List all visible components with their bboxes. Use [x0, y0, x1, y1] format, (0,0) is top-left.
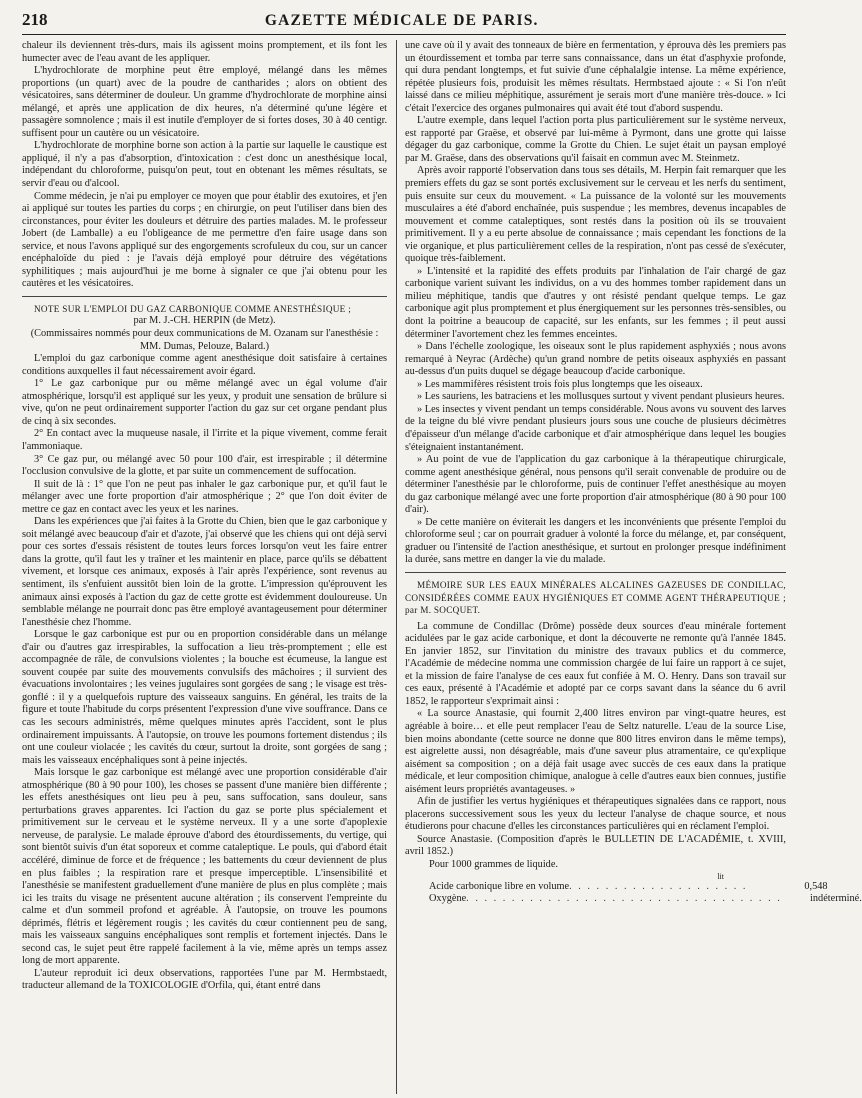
paragraph: Dans les expériences que j'ai faites à la Grotte du Chien, bien que le gaz carbonique y soit mélangé avec beaucoup d'air et d'azote, j'ai observé que les chiens qui ont déjà servi pour ces sortes d'essais résistent de toutes leurs forces lorsqu'on veut les faire entrer dans la grotte, qu'il faut les y traîner et les maintenir en place, parce qu'ils se débattent vivement, et lorsque ces animaux, exposés à l'air après l'expérience, sont revenus au sentiment, ils s'enfuient aussitôt bien loin de la grotte. L'impression qu'éprouvent les animaux ainsi exposés à l'action du gaz de cette grotte est évidemment douloureuse. Un semblable mélange ne pourrait donc pas être employé avantageusement pour déterminer l'anesthésie chez l'homme. — [22, 516, 388, 628]
paragraph: 3° Ce gaz pur, ou mélangé avec 50 pour 100 d'air, est irrespirable ; il détermine l'occlusion convulsive de la glotte, et par suite un commencement de suffocation. — [22, 453, 388, 478]
paragraph: L'autre exemple, dans lequel l'action porta plus particulièrement sur le système nerveux, est rapporté par Graëse, et observé par lui-même à Pyrmont, dans une grotte qui laisse dégager du gaz carbonique, comme la Grotte du Chien. Le sujet était un paysan employé par M. Graëse, dans des observations qu'il faisait en commun avec M. Steinmetz. — [405, 115, 786, 164]
paragraph: L'auteur reproduit ici deux observations, rapportées l'une par M. Hermbstaedt, traducteur allemand de la TOXICOLOGIE d'Orfila, qui, étant entré dans — [22, 967, 388, 992]
paragraph: Lorsque le gaz carbonique est pur ou en proportion considérable dans un mélange d'air ou d'autres gaz irrespirables, la suffocation a lieu très-promptement ; elle est accompagnée de râle, de convulsions violentes ; la bouche est écumeuse, la langue est souvent coupée par suite des mouvements convulsifs des mâchoires ; il survient des évacuations involontaires ; les veines jugulaires sont gorgées de sang ; le visage est très-gonflé : il y a quelquefois rupture des vaisseaux sanguins. En général, les traits de la figure et toute l'habitude du corps présentent l'expression d'une vive souffrance. Dans ce cas les secours administrés, même quelques minutes après l'accident, sont le plus ordinairement impuissants. À l'autopsie, on trouve les poumons fortement distendus ; ils ont une couleur violacée ; les cavités du cœur, surtout la droite, sont gorgées de sang ; mais les vaisseaux encéphaliques sont à peine injectés. — [22, 629, 388, 766]
article-title: NOTE SUR L'EMPLOI DU GAZ CARBONIQUE COMME ANESTHÉSIQUE ; — [34, 303, 352, 314]
paragraph: Comme médecin, je n'ai pu employer ce moyen que pour établir des exutoires, et j'en ai appliqué sur toutes les parties du corps ; en chirurgie, on peut l'utiliser dans bien des circonstances, pour éviter les douleurs et détruire des parties malades. M. le professeur Jobert (de Lamballe) a eu l'obligeance de me permettre d'en faire usage dans son service, et nous l'avons appliqué sur des engorgements scrofuleux du cou, sur un cancer encéphaloïde du pied : je l'avais déjà employé pour détruire des végétations syphilitiques ; mais aujourd'hui je me borne à signaler ce que j'ai obtenu pour les cautères et les vésicatoires. — [22, 190, 388, 290]
memoir-title: MÉMOIRE SUR LES EAUX MINÉRALES ALCALINES GAZEUSES DE CONDILLAC, CONSIDÉRÉES COMME EAUX HYGIÉNIQUES ET COMME AGENT THÉRAPEUTIQUE ; par M. SOCQUET. — [405, 579, 786, 616]
table-row — [405, 893, 862, 906]
row-value: indéterminé. — [810, 893, 862, 905]
dot-leader: . . . . . . . . . . . . . . . . . . . . . . . . . . . . . . . . . . . — [466, 893, 782, 905]
paragraph: Afin de justifier les vertus hygiéniques et thérapeutiques signalées dans ce rapport, nous placerons successivement sous les yeux du lecteur l'analyse de chaque source, et nous étudierons pour chacune d'elles les circonstances particulières qui en réclament l'emploi. — [405, 796, 786, 833]
paragraph: chaleur ils deviennent très-durs, mais ils agissent moins promptement, et ils font les humecter avec de l'eau avant de les appliquer. — [22, 40, 388, 64]
paragraph: 1° Le gaz carbonique pur ou même mélangé avec un égal volume d'air atmosphérique, lorsqu'il est appliqué sur les yeux, y produit une sensation de brûlure si vive, qu'on ne peut ordinairement supporter l'action du gaz sur cet organe pendant plus de cinq à six secondes. — [22, 378, 388, 427]
article-byline: par M. J.-CH. HERPIN (de Metz). — [133, 315, 276, 327]
commission-note: (Commissaires nommés pour deux communications de M. Ozanam sur l'anesthésie : MM. Dumas, Pelouze, Balard.) — [30, 328, 379, 352]
page-header — [22, 10, 786, 35]
page-number: 218 — [22, 10, 48, 29]
quotation: « La source Anastasie, qui fournit 2,400 litres environ par vingt-quatre heures, est agréable à boire… et elle peut remplacer l'eau de Seltz naturelle. L'eau de la source Lise, bien moins abondante (cette source ne donne que 800 litres environ dans le même temps), est aigrelette aussi, non désagréable, mais d'une saveur plus atramentaire, ce qu'explique aisément sa composition ; on a déjà fait usage avec succès de ces eaux dans la pratique médicale, et leur composition chimique, analogue à celle d'autres eaux bien connues, justifie aisément leurs propriétés avantageuses. » — [405, 708, 786, 795]
dot-leader: . . . . . . . . . . . . . . . . . . . . — [569, 880, 748, 892]
paragraph: » Les mammifères résistent trois fois plus longtemps que les oiseaux. — [417, 378, 703, 390]
paragraph: Mais lorsque le gaz carbonique est mélangé avec une proportion considérable d'air atmosphérique (80 à 90 pour 100), les choses se passent d'une manière bien différente ; les effets anesthésiques ont lieu peu à peu, sans suffocation, sans douleur, sans perturbations graves apparentes. Ici l'action du gaz se porte plus spécialement et primitivement sur le cerveau et le système nerveux. Il y a une sorte d'apoplexie nerveuse, de paralysie. Le malade éprouve d'abord des étourdissements, du vertige, qui sont bientôt suivis d'un état soporeux et comme cataleptique. Le pouls, qui d'abord était accéléré, diminue de force et de fréquence ; les battements du cœur deviennent de plus en plus faibles ; la respiration rare et presque imperceptible. L'insensibilité et l'anesthésie se manifestent graduellement d'une manière de plus en plus complète ; mais ici les traits du visage ne présentent aucune altération ; ils conservent l'empreinte du calme et d'un sommeil profond et agréable. À l'autopsie, on trouve les poumons déprimés, flétris et légèrement rougis ; les cavités du cœur contiennent peu de sang, mais les vaisseaux sanguins encéphaliques sont remplis et fortement injectés. Dans le second cas, le sujet peut être rappelé facilement à la vie, même après un temps assez long de mort apparente. — [22, 767, 388, 967]
right-column — [405, 40, 862, 1094]
paragraph: » De cette manière on éviterait les dangers et les inconvénients que présente l'emploi du chloroforme seul ; car on pourrait graduer à volonté la force du mélange, et, par conséquent, graduer ou l'intensité de l'action anesthésique, et surtout en prolonger presque indéfiniment la durée, sans mettre en danger la vie du malade. — [405, 516, 786, 566]
paragraph: L'hydrochlorate de morphine peut être employé, mélangé dans les mêmes proportions (un quart) avec de la poudre de cantharides ; alors on obtient des vésicatoires, sans déterminer de douleur. Un gramme d'hydrochlorate de morphine ainsi mélangé, et après une application de dix heures, n'a déterminé qu'une légère et passagère somnolence ; mais il est inutile d'employer de si fortes doses, 30 à 40 centigr. suffisent pour un cautère ou un vésicatoire. — [22, 65, 388, 139]
section-divider — [22, 296, 387, 297]
row-value: 0,548 — [804, 880, 828, 892]
paragraph: La commune de Condillac (Drôme) possède deux sources d'eau minérale fortement acidulées par le gaz acide carbonique, et dont la découverte ne remonte qu'à l'année 1845. En janvier 1852, sur l'invitation du ministre des travaux publics et du commerce, l'Académie de médecine nomma une commission chargée de lui faire un rapport à ce sujet, et la mission de faire l'analyse de ces eaux fut confiée à M. O. Henry. Dans son travail sur ces eaux, présenté à l'Académie et adopté par ce corps savant dans la séance du 6 avril 1852, le rapporteur s'exprimait ainsi : — [405, 620, 786, 707]
paragraph: Après avoir rapporté l'observation dans tous ses détails, M. Herpin fait remarquer que les premiers effets du gaz se sont portés exclusivement sur le cerveau et les nerfs du sentiment, puis ensuite sur ceux du mouvement. « La puissance de la volonté sur les mouvements musculaires a été d'abord enchaînée, puis suspendue ; les membres, devenus incapables de mouvement et comme cataleptiques, sont restés dans la position où ils se trouvaient primitivement. Il y a eu perte absolue de connaissance ; mais cependant les fonctions de la vie organique, et plus particulièrement celles de la respiration, n'ont pas cessé de s'exécuter, quoique très-faiblement. — [405, 165, 786, 265]
table-row — [405, 880, 828, 894]
source-caption: Source Anastasie. (Composition d'après le BULLETIN DE L'ACADÉMIE, t. XVIII, avril 1852.) — [405, 833, 786, 858]
paragraph: 2° En contact avec la muqueuse nasale, il l'irrite et la pique vivement, comme ferait l'ammoniaque. — [22, 428, 388, 452]
paragraph: Il suit de là : 1° que l'on ne peut pas inhaler le gaz carbonique pur, et qu'il faut le mélanger avec une forte proportion d'air atmosphérique ; 2° que l'on doit éviter de mettre ce gaz en contact avec les yeux et les narines. — [22, 478, 388, 515]
section-divider — [405, 572, 786, 573]
unit-label: lit — [717, 871, 724, 881]
paragraph: L'emploi du gaz carbonique comme agent anesthésique doit satisfaire à certaines conditions auxquelles il faut nécessairement avoir égard. — [22, 353, 388, 377]
column-rule — [396, 40, 397, 1094]
paragraph: » L'intensité et la rapidité des effets produits par l'inhalation de l'air chargé de gaz carbonique varient suivant les individus, on a vu des hommes tomber rapidement dans un milieu méphitique, tandis que d'autres y ont résisté pendant quelque temps. Le gaz carbonique agit plus promptement et plus énergiquement sur les personnes très-sensibles, ou dont la poitrine a beaucoup de capacité, sur les enfants, sur les femmes ; il peut aussi déterminer l'avortement chez les femmes enceintes. — [405, 265, 786, 340]
article-heading — [22, 303, 387, 316]
paragraph: » Les sauriens, les batraciens et les mollusques surtout y vivent pendant plusieurs heures. — [417, 391, 785, 403]
paragraph: une cave où il y avait des tonneaux de bière en fermentation, y éprouva dès les premiers pas un étourdissement et tomba par terre sans connaissance, dans un état d'asphyxie profonde, qui dura pendant longtemps, et fut suivie d'une céphalalgie intense. La même expérience, répétée plusieurs fois, produisit les mêmes résultats. Hermbstaed ajoute : « Si l'on n'eût laissé dans ce milieu méphitique, assurément je serais mort d'une manière très-douce. » Ici c'était l'exercice des organes pulmonaires qui avait été tout d'abord suspendu. — [405, 40, 786, 114]
memoir-heading — [405, 579, 786, 617]
row-label: Acide carbonique libre en volume — [429, 880, 570, 892]
left-column — [22, 40, 387, 1094]
journal-title: GAZETTE MÉDICALE DE PARIS. — [264, 12, 539, 29]
paragraph: L'hydrochlorate de morphine borne son action à la partie sur laquelle le caustique est appliqué, il n'y a pas d'absorption, d'intoxication : c'est donc un anesthésique local, indépendant du chloroforme, puisqu'on peut, tout en obtenant les mêmes résultats, se servir d'eau ou d'alcool. — [22, 140, 388, 190]
article-columns — [22, 40, 862, 1094]
paragraph: » Au point de vue de l'application du gaz carbonique à la thérapeutique chirurgicale, comme agent anesthésique général, nous pensons qu'il serait convenable de produire ou de déterminer l'anesthésie par le chloroforme, puis de continuer l'effet anesthésique au moyen du gaz carbonique mélangé avec une forte proportion d'air atmosphérique (80 à 90 pour 100 d'air). — [405, 454, 786, 516]
table-heading: Pour 1000 grammes de liquide. — [429, 859, 558, 870]
paragraph: » Les insectes y vivent pendant un temps considérable. Nous avons vu souvent des larves de la teigne du blé vivre pendant plusieurs jours sous une couche de plusieurs décimètres d'épaisseur d'un mélange d'acide carbonique et d'air atmosphérique dans lequel les bougies s'éteignaient instantanément. — [405, 403, 786, 453]
paragraph: » Dans l'échelle zoologique, les oiseaux sont le plus rapidement asphyxiés ; nous avons remarqué à Neyrac (Ardèche) qu'un grand nombre de petits oiseaux asphyxiés en passant au-dessus d'un puits duquel se dégage beaucoup d'acide carbonique. — [405, 341, 786, 378]
row-label: Oxygène — [429, 893, 467, 905]
